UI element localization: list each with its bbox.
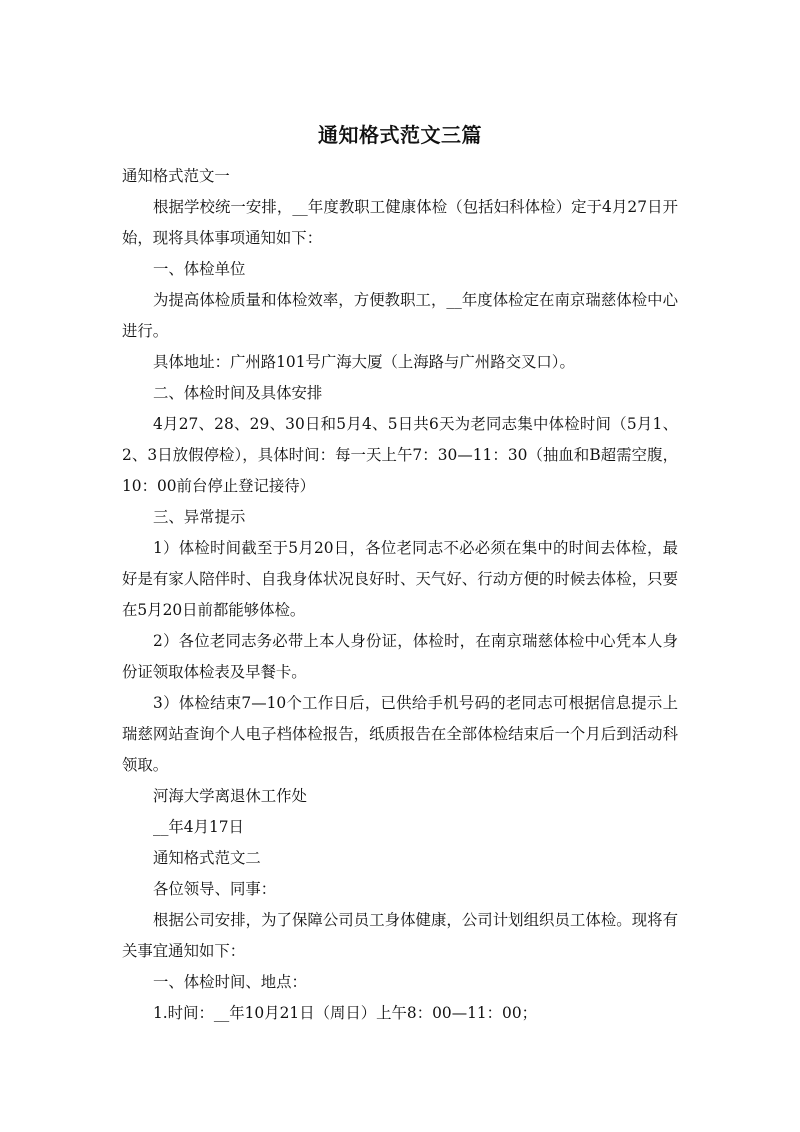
paragraph: 通知格式范文一 xyxy=(122,167,230,185)
paragraph: 通知格式范文二 xyxy=(153,849,261,867)
paragraph: 2）各位老同志务必带上本人身份证，体检时，在南京瑞慈体检中心凭本人身份证领取体检表及早餐卡。 xyxy=(122,632,678,681)
paragraph: 二、体检时间及具体安排 xyxy=(153,384,323,402)
paragraph: 三、异常提示 xyxy=(153,508,246,526)
paragraph: 4月27、28、29、30日和5月4、5日共6天为老同志集中体检时间（5月1、2、3日放假停检），具体时间：每一天上午7：30—11：30（抽血和B超需空腹，10：00前台停止登记接待） xyxy=(122,415,678,495)
paragraph: 一、体检时间、地点： xyxy=(153,973,307,991)
paragraph: 为提高体检质量和体检效率，方便教职工，__年度体检定在南京瑞慈体检中心进行。 xyxy=(122,291,678,340)
paragraph: 各位领导、同事： xyxy=(153,880,277,898)
paragraph: __年4月17日 xyxy=(153,818,244,836)
paragraph: 河海大学离退休工作处 xyxy=(153,787,307,805)
paragraph: 1）体检时间截至于5月20日，各位老同志不必必须在集中的时间去体检，最好是有家人陪伴时、自我身体状况良好时、天气好、行动方便的时候去体检，只要在5月20日前都能够体检。 xyxy=(122,539,678,619)
paragraph: 根据公司安排，为了保障公司员工身体健康，公司计划组织员工体检。现将有关事宜通知如下： xyxy=(122,911,678,960)
paragraph: 1.时间：__年10月21日（周日）上午8：00—11：00； xyxy=(153,1004,538,1022)
paragraph: 一、体检单位 xyxy=(153,260,246,278)
paragraph: 根据学校统一安排，__年度教职工健康体检（包括妇科体检）定于4月27日开始，现将具体事项通知如下： xyxy=(122,198,678,247)
document-body xyxy=(122,161,678,1029)
document-title: 通知格式范文三篇 xyxy=(318,123,482,147)
paragraph: 具体地址：广州路101号广海大厦（上海路与广州路交叉口）。 xyxy=(153,353,575,371)
paragraph: 3）体检结束7—10个工作日后，已供给手机号码的老同志可根据信息提示上瑞慈网站查询个人电子档体检报告，纸质报告在全部体检结束后一个月后到活动科领取。 xyxy=(122,694,678,774)
